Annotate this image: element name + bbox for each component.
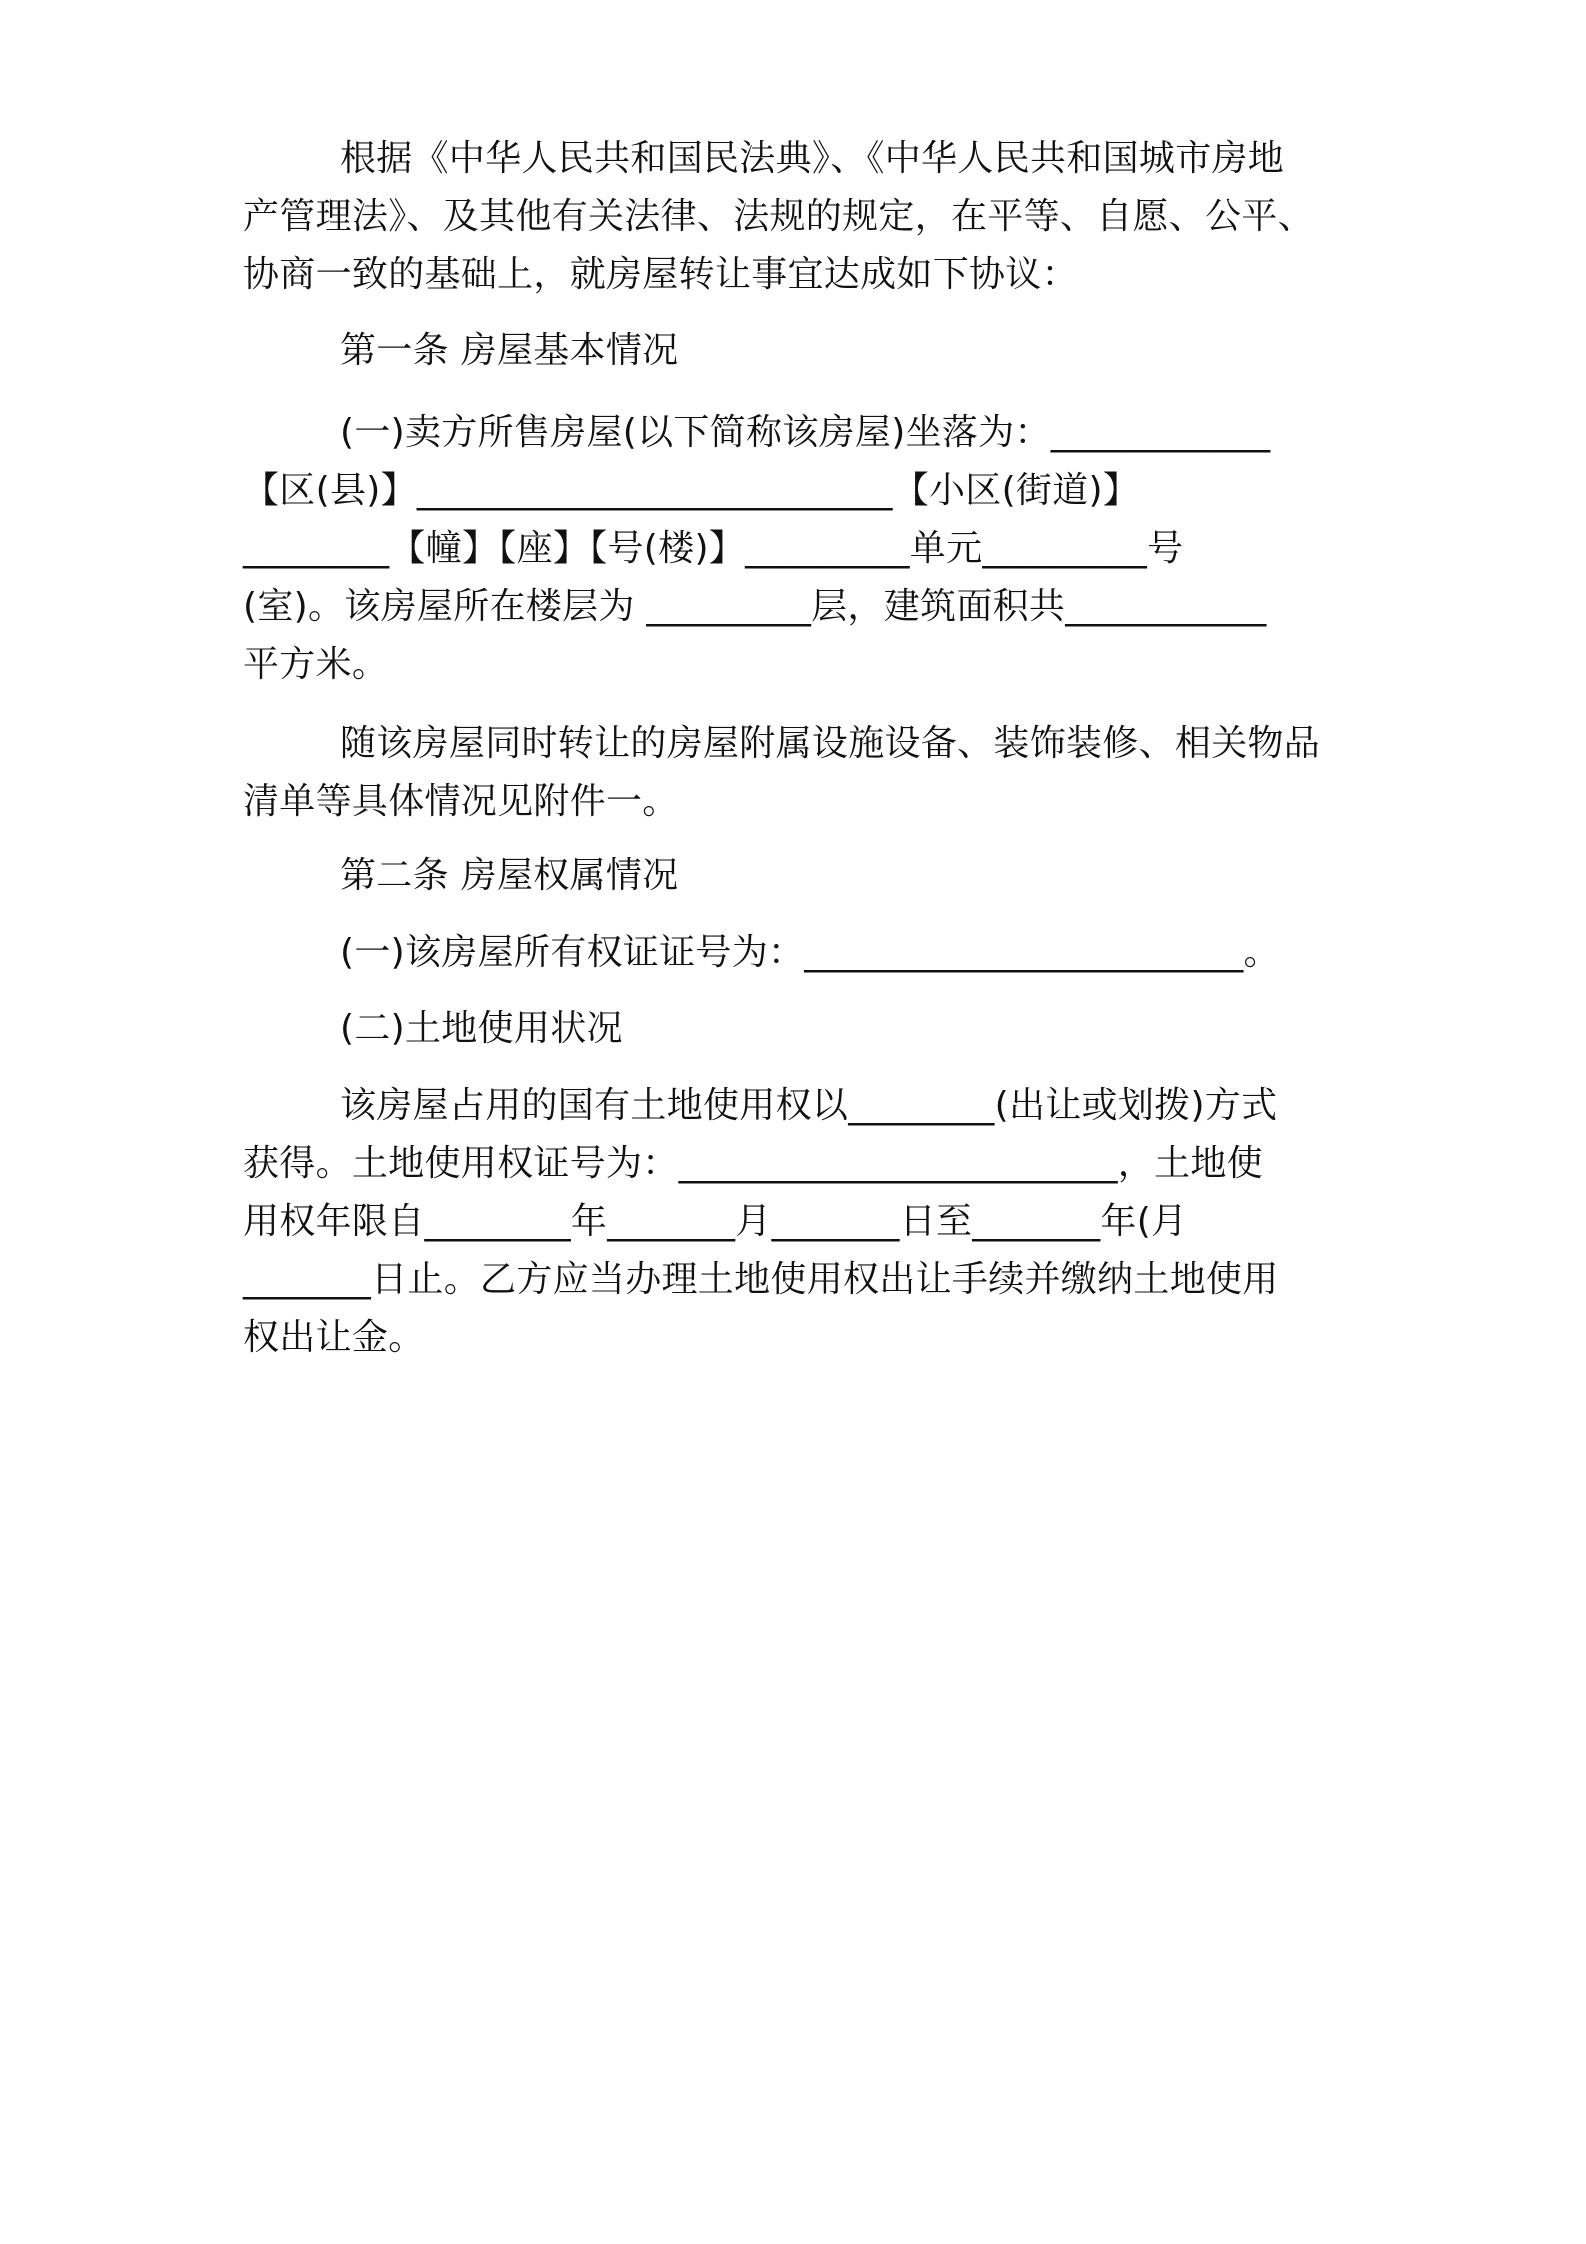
attachment-note-line-1: 随该房屋同时转让的房屋附属设施设备、装饰装修、相关物品 — [340, 723, 1321, 764]
land-use-line-3: 用权年限自________年_______月_______日至_______年(月 — [243, 1201, 1188, 1242]
land-use-line-2: 获得。土地使用权证号为：________________________，土地使 — [243, 1143, 1263, 1184]
attachment-note-line-2: 清单等具体情况见附件一。 — [243, 781, 679, 822]
article-2-clause-2-heading: (二)土地使用状况 — [340, 1008, 623, 1049]
article-1-clause-1-line-2: 【区(县)】__________________________【小区(街道)】 — [243, 470, 1140, 511]
land-use-line-1: 该房屋占用的国有土地使用权以________(出让或划拨)方式 — [340, 1085, 1278, 1126]
article-1-clause-1-line-1: (一)卖方所售房屋(以下简称该房屋)坐落为：____________ — [340, 412, 1271, 453]
article-2-clause-1: (一)该房屋所有权证证号为：________________________。 — [340, 932, 1280, 973]
land-use-line-4: _______日止。乙方应当办理土地使用权出让手续并缴纳土地使用 — [243, 1259, 1279, 1300]
preamble-line-1: 根据《中华人民共和国民法典》、《中华人民共和国城市房地 — [340, 138, 1285, 179]
article-1-clause-1-line-4: (室)。该房屋所在楼层为 _________层，建筑面积共___________ — [243, 586, 1267, 627]
preamble-line-2: 产管理法》、及其他有关法律、法规的规定，在平等、自愿、公平、 — [243, 196, 1315, 237]
article-1-clause-1-line-5: 平方米。 — [243, 644, 389, 685]
land-use-line-5: 权出让金。 — [243, 1317, 425, 1358]
article-2-heading: 第二条 房屋权属情况 — [340, 855, 679, 896]
article-1-heading: 第一条 房屋基本情况 — [340, 330, 679, 371]
preamble-line-3: 协商一致的基础上，就房屋转让事宜达成如下协议： — [243, 254, 1078, 295]
article-1-clause-1-line-3: ________【幢】【座】【号(楼)】_________单元_________号 — [243, 528, 1184, 569]
